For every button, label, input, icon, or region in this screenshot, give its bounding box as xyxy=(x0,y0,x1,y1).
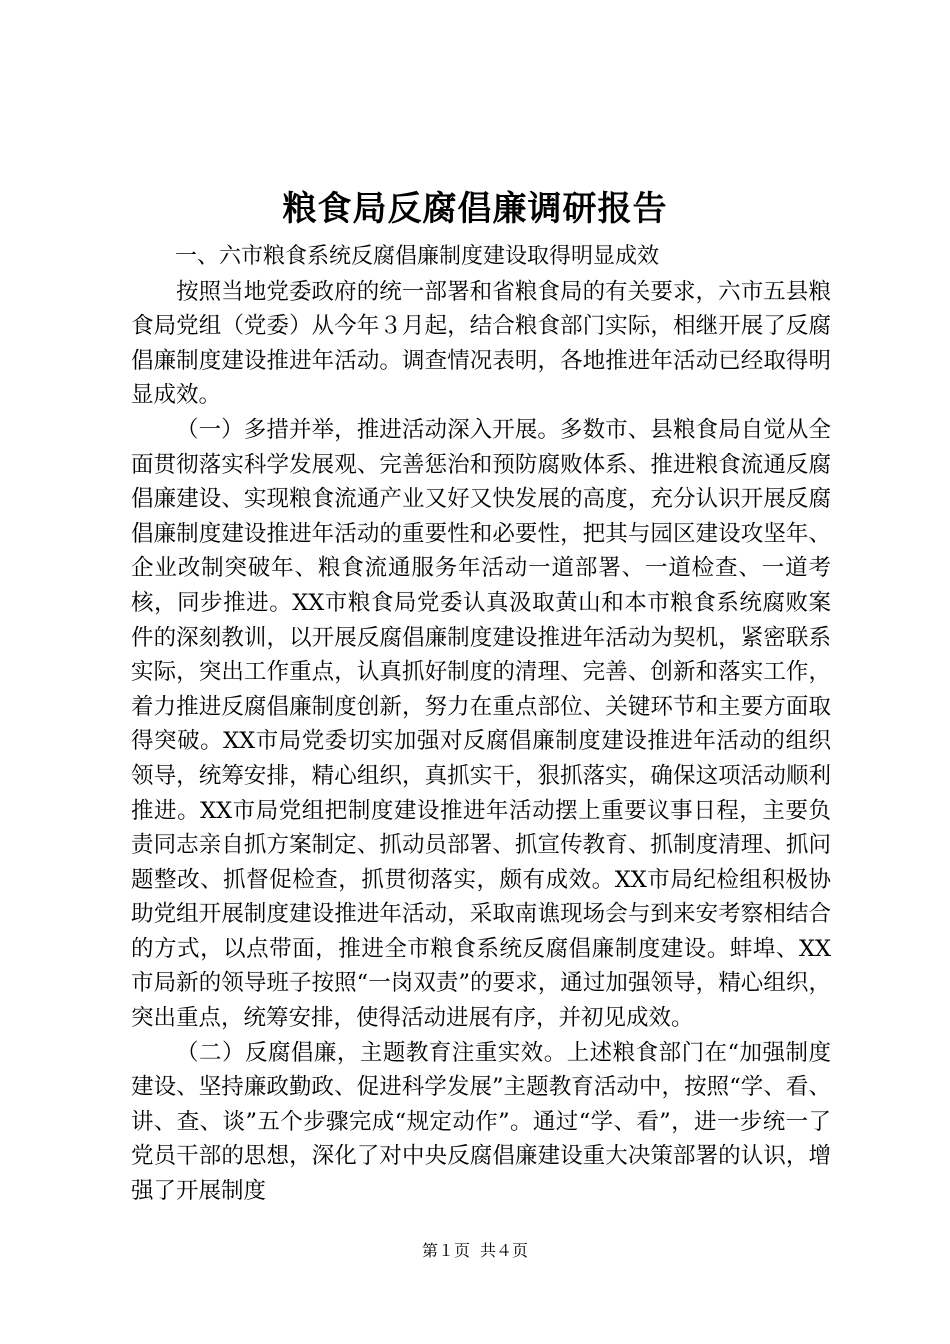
page-total: 共４页 xyxy=(480,1241,529,1260)
paragraph: （二）反腐倡廉，主题教育注重实效。上述粮食部门在“加强制度建设、坚持廉政勤政、促进科学发展”主题教育活动中，按照“学、看、讲、查、谈”五个步骤完成“规定动作”。通过“学、看”，进一步统一了党员干部的思想，深化了对中央反腐倡廉建设重大决策部署的认识，增强了开展制度 xyxy=(131,1039,831,1205)
document-body xyxy=(131,240,831,1209)
section-heading: 一、六市粮食系统反腐倡廉制度建设取得明显成效 xyxy=(175,244,660,269)
paragraph: 按照当地党委政府的统一部署和省粮食局的有关要求，六市五县粮食局党组（党委）从今年３月起，结合粮食部门实际，相继开展了反腐倡廉制度建设推进年活动。调查情况表明，各地推进年活动已经取得明显成效。 xyxy=(131,278,831,409)
page-footer xyxy=(0,1240,950,1262)
paragraph: （一）多措并举，推进活动深入开展。多数市、县粮食局自觉从全面贯彻落实科学发展观、完善惩治和预防腐败体系、推进粮食流通反腐倡廉建设、实现粮食流通产业又好又快发展的高度，充分认识开展反腐倡廉制度建设推进年活动的重要性和必要性，把其与园区建设攻坚年、企业改制突破年、粮食流通服务年活动一道部署、一道检查、一道考核，同步推进。XX市粮食局党委认真汲取黄山和本市粮食系统腐败案件的深刻教训，以开展反腐倡廉制度建设推进年活动为契机，紧密联系实际，突出工作重点，认真抓好制度的清理、完善、创新和落实工作，着力推进反腐倡廉制度创新，努力在重点部位、关键环节和主要方面取得突破。XX市局党委切实加强对反腐倡廉制度建设推进年活动的组织领导，统筹安排，精心组织，真抓实干，狠抓落实，确保这项活动顺利推进。XX市局党组把制度建设推进年活动摆上重要议事日程，主要负责同志亲自抓方案制定、抓动员部署、抓宣传教育、抓制度清理、抓问题整改、抓督促检查，抓贯彻落实，颇有成效。XX市局纪检组积极协助党组开展制度建设推进年活动，采取南谯现场会与到来安考察相结合的方式，以点带面，推进全市粮食系统反腐倡廉制度建设。蚌埠、XX市局新的领导班子按照“一岗双责”的要求，通过加强领导，精心组织，突出重点，统筹安排，使得活动进展有序，并初见成效。 xyxy=(131,416,831,1032)
page-number: 第１页 xyxy=(421,1241,470,1260)
document-title: 粮食局反腐倡廉调研报告 xyxy=(282,189,668,229)
